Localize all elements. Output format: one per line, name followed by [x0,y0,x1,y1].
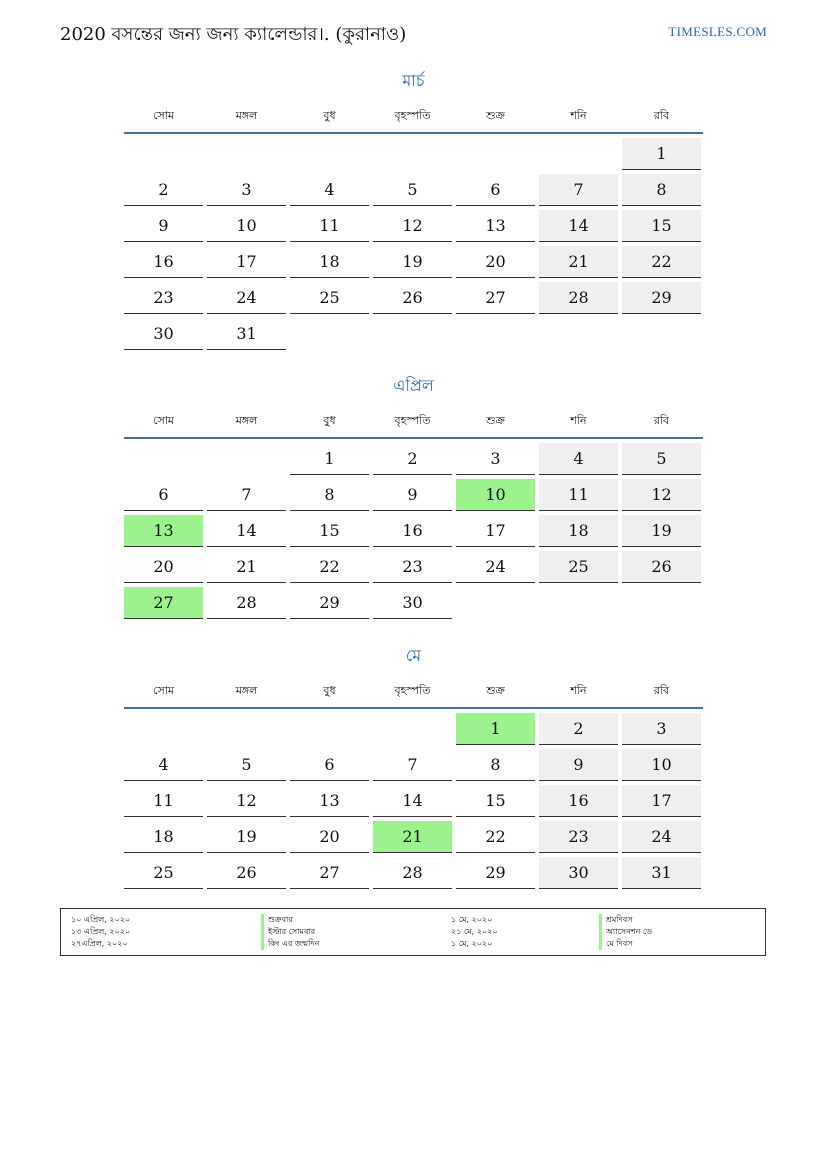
day-cell[interactable]: 4 [124,749,203,781]
day-cell[interactable]: 31 [207,318,286,350]
day-cell[interactable]: 20 [456,246,535,278]
day-cell[interactable]: 17 [207,246,286,278]
day-cell[interactable]: 6 [124,479,203,511]
month-name: মার্চ [402,71,425,90]
empty-day-cell [124,443,203,475]
weekday-label: মঙ্গল [235,684,258,697]
weekday-label: বৃহস্পতি [394,414,431,427]
legend-dates-column-1 [71,914,261,955]
empty-day-cell [373,138,452,170]
day-cell[interactable]: 24 [622,821,701,853]
day-cell[interactable]: 1 [290,443,369,475]
day-cell[interactable]: 11 [290,210,369,242]
empty-day-cell [539,138,618,170]
day-cell[interactable]: 25 [290,282,369,314]
legend-holiday-name: শুক্রবার [261,914,451,926]
day-cell[interactable]: 2 [124,174,203,206]
day-cell[interactable]: 3 [622,713,701,745]
day-cell[interactable]: 24 [207,282,286,314]
day-cell[interactable]: 14 [207,515,286,547]
day-cell[interactable]: 27 [290,857,369,889]
day-cell[interactable]: 2 [539,713,618,745]
weekday-label: শনি [570,414,587,427]
legend-date: ১ মে, ২০২০ [451,915,493,924]
day-cell[interactable]: 1 [622,138,701,170]
day-cell[interactable]: 25 [124,857,203,889]
day-cell[interactable]: 29 [290,587,369,619]
weekday-label: সোম [152,684,175,697]
site-brand-link[interactable]: TIMESLES.COM [668,24,767,39]
weekday-label: শনি [570,109,587,122]
day-cell[interactable]: 4 [539,443,618,475]
day-cell[interactable]: 5 [373,174,452,206]
day-cell[interactable]: 20 [290,821,369,853]
day-cell[interactable]: 19 [622,515,701,547]
day-cell[interactable]: 20 [124,551,203,583]
day-grid [124,713,703,889]
holiday-day-cell[interactable]: 27 [124,587,203,619]
month-name: এপ্রিল [393,376,434,395]
legend-names-column-2 [599,914,765,955]
legend-holiday-name: মে দিবস [599,938,765,950]
day-cell[interactable]: 12 [207,785,286,817]
day-cell[interactable]: 22 [622,246,701,278]
legend-holiday-name: ইস্টার সোমবার [261,926,451,938]
weekday-label: বুধ [323,684,336,697]
day-cell[interactable]: 4 [290,174,369,206]
day-cell[interactable]: 15 [622,210,701,242]
weekday-label: শুক্র [486,109,505,122]
day-cell[interactable]: 22 [290,551,369,583]
day-cell[interactable]: 6 [290,749,369,781]
month-calendar [124,375,703,619]
day-cell[interactable]: 21 [539,246,618,278]
legend-date: ২১ মে, ২০২০ [451,927,498,936]
day-cell[interactable]: 17 [622,785,701,817]
day-cell[interactable]: 13 [290,785,369,817]
empty-day-cell [373,713,452,745]
day-cell[interactable]: 11 [124,785,203,817]
empty-day-cell [290,713,369,745]
day-cell[interactable]: 26 [207,857,286,889]
day-cell[interactable]: 10 [207,210,286,242]
day-cell[interactable]: 8 [622,174,701,206]
page-title: 2020 বসন্তের জন্য জন্য ক্যালেন্ডার।. (কুরানাও) [60,24,407,45]
day-cell[interactable]: 14 [373,785,452,817]
day-cell[interactable]: 7 [539,174,618,206]
weekday-label: রবি [653,414,670,427]
day-cell[interactable]: 9 [373,479,452,511]
day-cell[interactable]: 28 [207,587,286,619]
weekday-label: শনি [570,684,587,697]
weekday-header-row [124,681,703,709]
day-cell[interactable]: 30 [373,587,452,619]
empty-day-cell [124,713,203,745]
weekday-label: মঙ্গল [235,414,258,427]
day-cell[interactable]: 12 [622,479,701,511]
day-cell[interactable]: 14 [539,210,618,242]
legend-date: ১ মে, ২০২০ [451,939,493,948]
day-cell[interactable]: 11 [539,479,618,511]
legend-names-column-1 [261,914,451,955]
weekday-label: মঙ্গল [235,109,258,122]
day-cell[interactable]: 29 [456,857,535,889]
legend-date: ১৩ এপ্রিল, ২০২০ [71,927,131,936]
holiday-day-cell[interactable]: 1 [456,713,535,745]
day-cell[interactable]: 9 [539,749,618,781]
holiday-day-cell[interactable]: 21 [373,821,452,853]
empty-day-cell [207,138,286,170]
legend-holiday-name: কিং এর জন্মদিন [261,938,451,950]
empty-day-cell [290,138,369,170]
day-cell[interactable]: 18 [539,515,618,547]
day-cell[interactable]: 21 [207,551,286,583]
day-cell[interactable]: 17 [456,515,535,547]
legend-dates-column-2 [451,914,599,955]
day-cell[interactable]: 15 [456,785,535,817]
day-cell[interactable]: 28 [373,857,452,889]
day-grid [124,443,703,619]
day-cell[interactable]: 7 [373,749,452,781]
day-cell[interactable]: 30 [124,318,203,350]
day-cell[interactable]: 22 [456,821,535,853]
empty-day-cell [207,713,286,745]
day-cell[interactable]: 23 [373,551,452,583]
day-cell[interactable]: 3 [207,174,286,206]
day-cell[interactable]: 18 [290,246,369,278]
day-cell[interactable]: 31 [622,857,701,889]
month-calendar [124,645,703,889]
day-cell[interactable]: 7 [207,479,286,511]
weekday-label: শুক্র [486,684,505,697]
weekday-label: বুধ [323,414,336,427]
day-cell[interactable]: 23 [539,821,618,853]
legend-date: ১০ এপ্রিল, ২০২০ [71,915,131,924]
empty-day-cell [207,443,286,475]
day-cell[interactable]: 5 [207,749,286,781]
day-cell[interactable]: 25 [539,551,618,583]
holiday-day-cell[interactable]: 13 [124,515,203,547]
weekday-label: বুধ [323,109,336,122]
day-cell[interactable]: 9 [124,210,203,242]
weekday-label: সোম [152,414,175,427]
legend-holiday-name: শ্রমদিবস [599,914,765,926]
weekday-label: রবি [653,109,670,122]
day-cell[interactable]: 10 [622,749,701,781]
day-cell[interactable]: 24 [456,551,535,583]
day-cell[interactable]: 16 [373,515,452,547]
day-cell[interactable]: 16 [539,785,618,817]
empty-day-cell [456,138,535,170]
weekday-header-row [124,411,703,439]
day-cell[interactable]: 12 [373,210,452,242]
day-cell[interactable]: 29 [622,282,701,314]
day-cell[interactable]: 3 [456,443,535,475]
month-calendar [124,70,703,350]
day-cell[interactable]: 6 [456,174,535,206]
holiday-day-cell[interactable]: 10 [456,479,535,511]
weekday-header-row [124,106,703,134]
day-cell[interactable]: 27 [456,282,535,314]
day-grid [124,138,703,350]
day-cell[interactable]: 30 [539,857,618,889]
holiday-legend [60,908,766,956]
legend-date: ২৭এপ্রিল, ২০২০ [71,939,128,948]
weekday-label: শুক্র [486,414,505,427]
weekday-label: বৃহস্পতি [394,109,431,122]
weekday-label: রবি [653,684,670,697]
empty-day-cell [124,138,203,170]
day-cell[interactable]: 26 [622,551,701,583]
day-cell[interactable]: 23 [124,282,203,314]
weekday-label: বৃহস্পতি [394,684,431,697]
day-cell[interactable]: 8 [290,479,369,511]
day-cell[interactable]: 13 [456,210,535,242]
month-name: মে [405,646,422,665]
day-cell[interactable]: 19 [207,821,286,853]
day-cell[interactable]: 16 [124,246,203,278]
day-cell[interactable]: 18 [124,821,203,853]
day-cell[interactable]: 28 [539,282,618,314]
legend-holiday-name: অ্যাসেনশন ডে [599,926,765,938]
day-cell[interactable]: 19 [373,246,452,278]
day-cell[interactable]: 8 [456,749,535,781]
day-cell[interactable]: 5 [622,443,701,475]
day-cell[interactable]: 15 [290,515,369,547]
day-cell[interactable]: 26 [373,282,452,314]
day-cell[interactable]: 2 [373,443,452,475]
weekday-label: সোম [152,109,175,122]
